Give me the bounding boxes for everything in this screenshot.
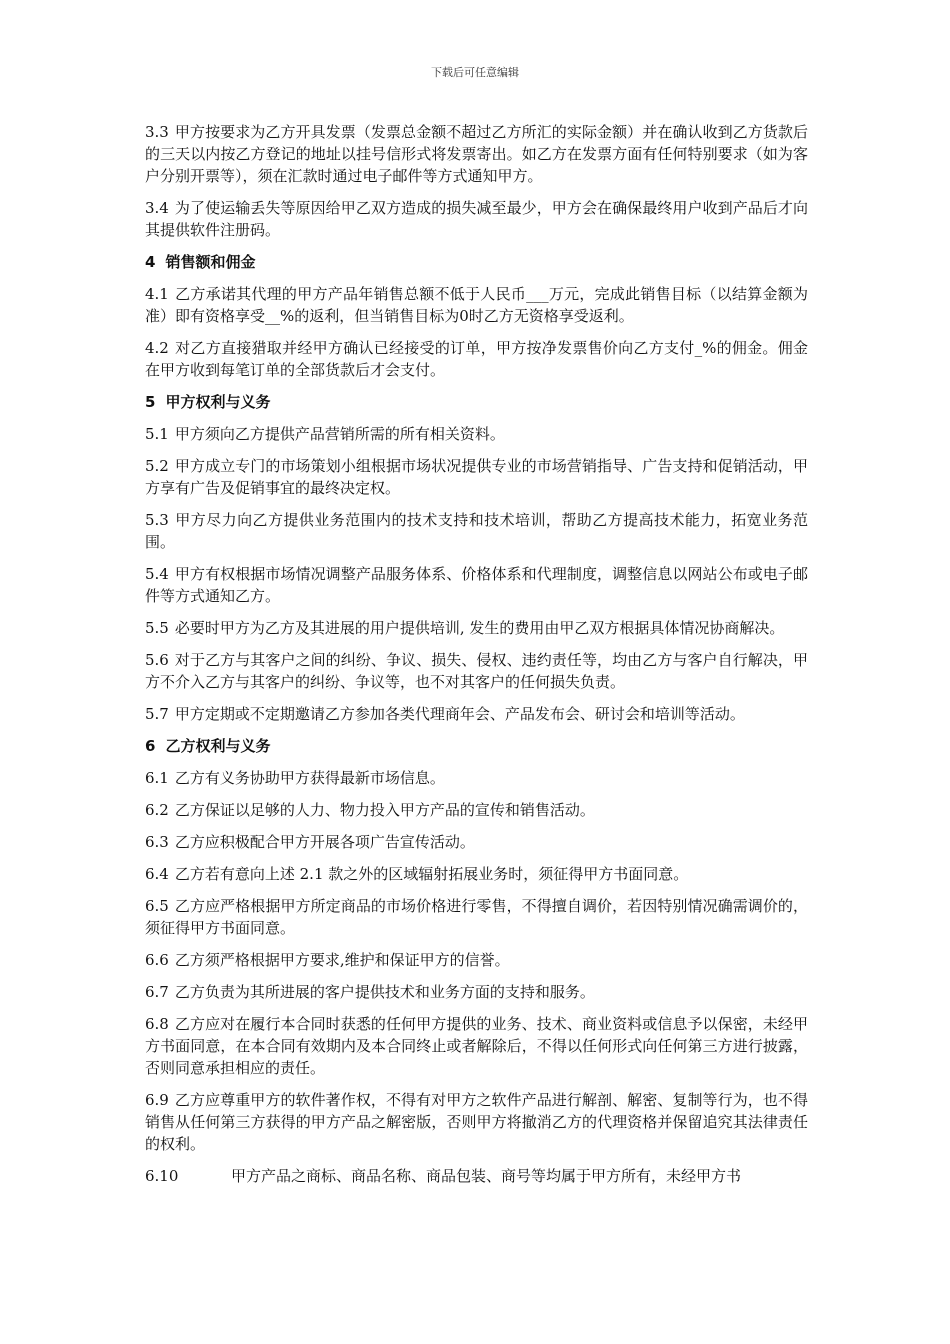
- clause-paragraph: [145, 509, 808, 553]
- clause-paragraph: [145, 703, 808, 725]
- section-heading: [145, 735, 808, 757]
- clause-paragraph: [145, 423, 808, 445]
- clause-number: 6.4: [145, 865, 169, 883]
- clause-number: 6.10: [145, 1167, 179, 1185]
- clause-number: 6.1: [145, 769, 169, 787]
- clause-text: 甲方产品之商标、商品名称、商品包装、商号等均属于甲方所有，未经甲方书: [231, 1167, 742, 1185]
- clause-paragraph: [145, 283, 808, 327]
- section-number: 6: [145, 737, 156, 755]
- clause-number: 6.2: [145, 801, 169, 819]
- clause-number: 5.4: [145, 565, 169, 583]
- clause-text: 甲方按要求为乙方开具发票（发票总金额不超过乙方所汇的实际金额）并在确认收到乙方货款后的三天以内按乙方登记的地址以挂号信形式将发票寄出。如乙方在发票方面有任何特别要求（如为客户分别开票等），须在汇款时通过电子邮件等方式通知甲方。: [145, 123, 808, 185]
- clause-text: 为了使运输丢失等原因给甲乙双方造成的损失减至最少，甲方会在确保最终用户收到产品后才向其提供软件注册码。: [145, 199, 808, 239]
- clause-text: 乙方须严格根据甲方要求,维护和保证甲方的信誉。: [174, 951, 510, 969]
- clause-text: 乙方应严格根据甲方所定商品的市场价格进行零售，不得擅自调价，若因特别情况确需调价的，须征得甲方书面同意。: [145, 897, 808, 937]
- clause-number: 4.1: [145, 285, 169, 303]
- clause-paragraph: [145, 863, 808, 885]
- clause-text: 乙方保证以足够的人力、物力投入甲方产品的宣传和销售活动。: [174, 801, 595, 819]
- clause-text: 甲方成立专门的市场策划小组根据市场状况提供专业的市场营销指导、广告支持和促销活动，甲方享有广告及促销事宜的最终决定权。: [145, 457, 808, 497]
- clause-text: 甲方有权根据市场情况调整产品服务体系、价格体系和代理制度，调整信息以网站公布或电子邮件等方式通知乙方。: [145, 565, 808, 605]
- clause-number: 5.2: [145, 457, 169, 475]
- clause-number: 6.9: [145, 1091, 169, 1109]
- clause-text: 乙方应尊重甲方的软件著作权，不得有对甲方之软件产品进行解剖、解密、复制等行为，也不得销售从任何第三方获得的甲方产品之解密版，否则甲方将撤消乙方的代理资格并保留追究其法律责任的权利。: [145, 1091, 808, 1153]
- clause-number: 6.3: [145, 833, 169, 851]
- clause-paragraph: [145, 1089, 808, 1155]
- clause-text: 乙方承诺其代理的甲方产品年销售总额不低于人民币___万元，完成此销售目标（以结算金额为准）即有资格享受__%的返利，但当销售目标为0时乙方无资格享受返利。: [145, 285, 808, 325]
- section-title: 销售额和佣金: [165, 253, 256, 271]
- clause-paragraph: [145, 121, 808, 187]
- clause-paragraph: [145, 767, 808, 789]
- clause-number: 5.6: [145, 651, 169, 669]
- clause-number: 5.1: [145, 425, 169, 443]
- clause-text: 乙方应积极配合甲方开展各项广告宣传活动。: [174, 833, 475, 851]
- document-body: [145, 121, 808, 1197]
- clause-paragraph: [145, 895, 808, 939]
- clause-number: 5.5: [145, 619, 169, 637]
- clause-number: 6.6: [145, 951, 169, 969]
- clause-text: 甲方尽力向乙方提供业务范围内的技术支持和技术培训，帮助乙方提高技术能力，拓宽业务范围。: [145, 511, 808, 551]
- section-title: 乙方权利与义务: [165, 737, 271, 755]
- clause-text: 乙方负责为其所进展的客户提供技术和业务方面的支持和服务。: [174, 983, 595, 1001]
- clause-paragraph: [145, 563, 808, 607]
- clause-number: 3.3: [145, 123, 169, 141]
- clause-text: 必要时甲方为乙方及其进展的用户提供培训, 发生的费用由甲乙双方根据具体情况协商解决。: [174, 619, 785, 637]
- clause-number: 6.5: [145, 897, 169, 915]
- clause-paragraph: [145, 1013, 808, 1079]
- clause-number: 3.4: [145, 199, 169, 217]
- clause-paragraph: [145, 981, 808, 1003]
- clause-paragraph: [145, 649, 808, 693]
- clause-paragraph: [145, 799, 808, 821]
- clause-paragraph: [145, 337, 808, 381]
- clause-paragraph: [145, 617, 808, 639]
- clause-text: 乙方若有意向上述 2.1 款之外的区域辐射拓展业务时，须征得甲方书面同意。: [174, 865, 689, 883]
- clause-text: 对乙方直接猎取并经甲方确认已经接受的订单，甲方按净发票售价向乙方支付_%的佣金。佣金在甲方收到每笔订单的全部货款后才会支付。: [145, 339, 808, 379]
- clause-paragraph: [145, 831, 808, 853]
- clause-paragraph: [145, 1165, 808, 1187]
- section-number: 4: [145, 253, 156, 271]
- section-heading: [145, 391, 808, 413]
- clause-text: 甲方定期或不定期邀请乙方参加各类代理商年会、产品发布会、研讨会和培训等活动。: [174, 705, 745, 723]
- clause-paragraph: [145, 949, 808, 971]
- clause-number: 6.7: [145, 983, 169, 1001]
- clause-text: 甲方须向乙方提供产品营销所需的所有相关资料。: [174, 425, 505, 443]
- section-title: 甲方权利与义务: [165, 393, 271, 411]
- clause-text: 乙方有义务协助甲方获得最新市场信息。: [174, 769, 445, 787]
- clause-text: 对于乙方与其客户之间的纠纷、争议、损失、侵权、违约责任等，均由乙方与客户自行解决，甲方不介入乙方与其客户的纠纷、争议等，也不对其客户的任何损失负责。: [145, 651, 808, 691]
- clause-number: 5.7: [145, 705, 169, 723]
- clause-number: 4.2: [145, 339, 169, 357]
- clause-number: 5.3: [145, 511, 169, 529]
- page-header: 下载后可任意编辑: [431, 66, 519, 79]
- clause-paragraph: [145, 455, 808, 499]
- clause-paragraph: [145, 197, 808, 241]
- clause-number: 6.8: [145, 1015, 169, 1033]
- section-number: 5: [145, 393, 156, 411]
- section-heading: [145, 251, 808, 273]
- clause-text: 乙方应对在履行本合同时获悉的任何甲方提供的业务、技术、商业资料或信息予以保密，未经甲方书面同意，在本合同有效期内及本合同终止或者解除后，不得以任何形式向任何第三方进行披露，否则同意承担相应的责任。: [145, 1015, 808, 1077]
